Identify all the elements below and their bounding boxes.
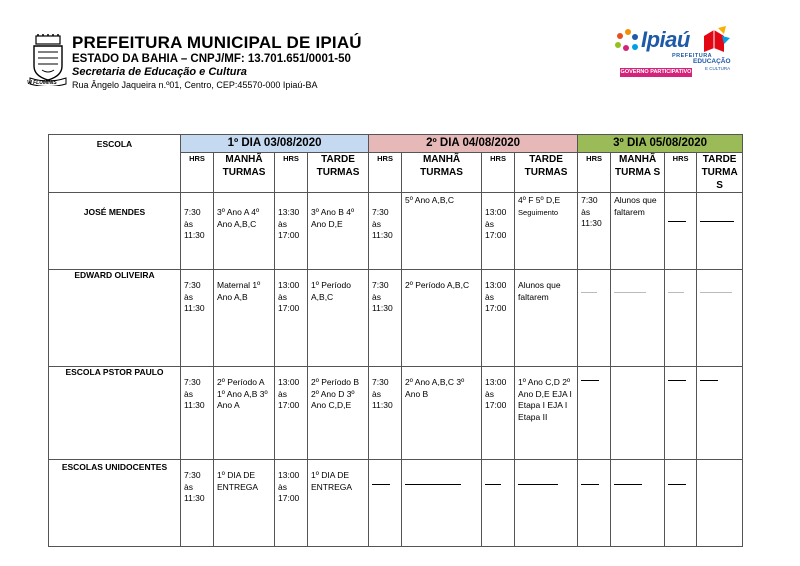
blank-line: [581, 483, 599, 485]
empty-cell: [697, 367, 743, 460]
classes-cell: 1º DIA DE ENTREGA: [308, 460, 369, 547]
blank-line: [581, 291, 597, 293]
hours-cell: 13:00 às 17:00: [482, 193, 515, 270]
classes-text: 4º F 5º D,E: [518, 195, 561, 205]
day3-header: 3º DIA 05/08/2020: [578, 135, 743, 153]
hours-cell: 7:30 às 11:30: [181, 193, 214, 270]
table-row: [49, 460, 743, 547]
table-row: [49, 270, 743, 367]
classes-cell: 3º Ano B 4º Ano D,E: [308, 193, 369, 270]
school-name: EDWARD OLIVEIRA: [49, 270, 181, 367]
hours-cell: 13:00 às 17:00: [482, 367, 515, 460]
blank-line: [372, 483, 390, 485]
address: Rua Ângelo Jaqueira n.º01, Centro, CEP:45570-000 Ipiaú-BA: [72, 80, 318, 90]
blank-line: [518, 483, 558, 485]
hours-cell: 13:00 às 17:00: [275, 270, 308, 367]
empty-cell: [578, 460, 611, 547]
col-hrs: HRS: [369, 153, 402, 193]
empty-cell: [611, 367, 665, 460]
blank-line: [614, 291, 646, 293]
empty-cell: [665, 460, 697, 547]
empty-cell: [611, 460, 665, 547]
escola-header: ESCOLA: [49, 135, 181, 193]
col-manha: MANHÃ TURMA S: [611, 153, 665, 193]
classes-cell: 2º Ano A,B,C 3º Ano B: [402, 367, 482, 460]
classes-cell: 1º Período A,B,C: [308, 270, 369, 367]
col-tarde: TARDE TURMAS: [308, 153, 369, 193]
hours-cell: 13:00 às 17:00: [275, 367, 308, 460]
classes-cell: Alunos que faltarem: [515, 270, 578, 367]
hours-cell: 13:00 às 17:00: [482, 270, 515, 367]
blank-line: [668, 483, 686, 485]
blank-line: [405, 483, 461, 485]
blank-line: [668, 291, 684, 293]
state-cnpj: ESTADO DA BAHIA – CNPJ/MF: 13.701.651/0001-50: [72, 53, 351, 65]
blank-line: [614, 483, 642, 485]
empty-cell: [402, 460, 482, 547]
classes-cell: [515, 193, 578, 270]
hours-cell: 7:30 às 11:30: [578, 193, 611, 270]
logo-governo: GOVERNO PARTICIPATIVO: [620, 69, 692, 75]
hours-cell: 7:30 às 11:30: [369, 270, 402, 367]
crest-motto: VI FLUMINIS: [27, 80, 57, 86]
col-tarde: TARDE TURMA S: [697, 153, 743, 193]
empty-cell: [697, 193, 743, 270]
col-manha: MANHÃ TURMAS: [402, 153, 482, 193]
col-hrs: HRS: [482, 153, 515, 193]
classes-cell: 3º Ano A 4º Ano A,B,C: [214, 193, 275, 270]
blank-line: [700, 379, 718, 381]
day-header-row: [49, 135, 743, 153]
classes-cell: Maternal 1º Ano A,B: [214, 270, 275, 367]
empty-cell: [665, 367, 697, 460]
logo-wordmark: Ipiaú: [641, 27, 690, 52]
empty-cell: [369, 460, 402, 547]
page-title: PREFEITURA MUNICIPAL DE IPIAÚ: [72, 33, 362, 52]
empty-cell: [697, 270, 743, 367]
classes-cell: 5º Ano A,B,C: [402, 193, 482, 270]
col-manha: MANHÃ TURMAS: [214, 153, 275, 193]
school-name: ESCOLAS UNIDOCENTES: [49, 460, 181, 547]
letterhead: [72, 34, 362, 91]
schedule-table: [48, 134, 743, 547]
hours-cell: 7:30 às 11:30: [369, 367, 402, 460]
empty-cell: [611, 270, 665, 367]
day1-header: 1º DIA 03/08/2020: [181, 135, 369, 153]
logo-educacao: EDUCAÇÃO: [693, 58, 731, 65]
col-hrs: HRS: [665, 153, 697, 193]
table-row: [49, 193, 743, 270]
hours-cell: 7:30 às 11:30: [181, 460, 214, 547]
blank-line: [485, 483, 501, 485]
hours-cell: 13:00 às 17:00: [275, 460, 308, 547]
col-hrs: HRS: [578, 153, 611, 193]
empty-cell: [482, 460, 515, 547]
empty-cell: [578, 367, 611, 460]
classes-cell: 2º Período B 2º Ano D 3º Ano C,D,E: [308, 367, 369, 460]
blank-line: [700, 220, 734, 222]
blank-line: [581, 379, 599, 381]
classes-cell: Alunos que faltarem: [611, 193, 665, 270]
col-hrs: HRS: [275, 153, 308, 193]
blank-line: [668, 220, 686, 222]
hours-cell: 7:30 às 11:30: [369, 193, 402, 270]
blank-line: [700, 291, 732, 293]
empty-cell: [697, 460, 743, 547]
school-name: JOSÉ MENDES: [49, 193, 181, 270]
table-row: [49, 367, 743, 460]
logo-prefeitura: PREFEITURA: [672, 53, 713, 59]
classes-cell: 2º Período A 1º Ano A,B 3º Ano A: [214, 367, 275, 460]
school-name: ESCOLA PSTOR PAULO: [49, 367, 181, 460]
empty-cell: [515, 460, 578, 547]
secretaria-name: Secretaria de Educação e Cultura: [72, 66, 247, 78]
empty-cell: [665, 193, 697, 270]
hours-cell: 7:30 às 11:30: [181, 270, 214, 367]
empty-cell: [665, 270, 697, 367]
hours-cell: 7:30 às 11:30: [181, 367, 214, 460]
blank-line: [668, 379, 686, 381]
classes-cell: 2º Período A,B,C: [402, 270, 482, 367]
col-hrs: HRS: [181, 153, 214, 193]
classes-note: Seguimento: [518, 207, 559, 217]
classes-cell: 1º DIA DE ENTREGA: [214, 460, 275, 547]
classes-cell: 1º Ano C,D 2º Ano D,E EJA I Etapa I EJA I Etapa II: [515, 367, 578, 460]
day2-header: 2º DIA 04/08/2020: [369, 135, 578, 153]
empty-cell: [578, 270, 611, 367]
hours-cell: 13:30 às 17:00: [275, 193, 308, 270]
logo-cultura: E CULTURA: [705, 66, 731, 71]
col-tarde: TARDE TURMAS: [515, 153, 578, 193]
